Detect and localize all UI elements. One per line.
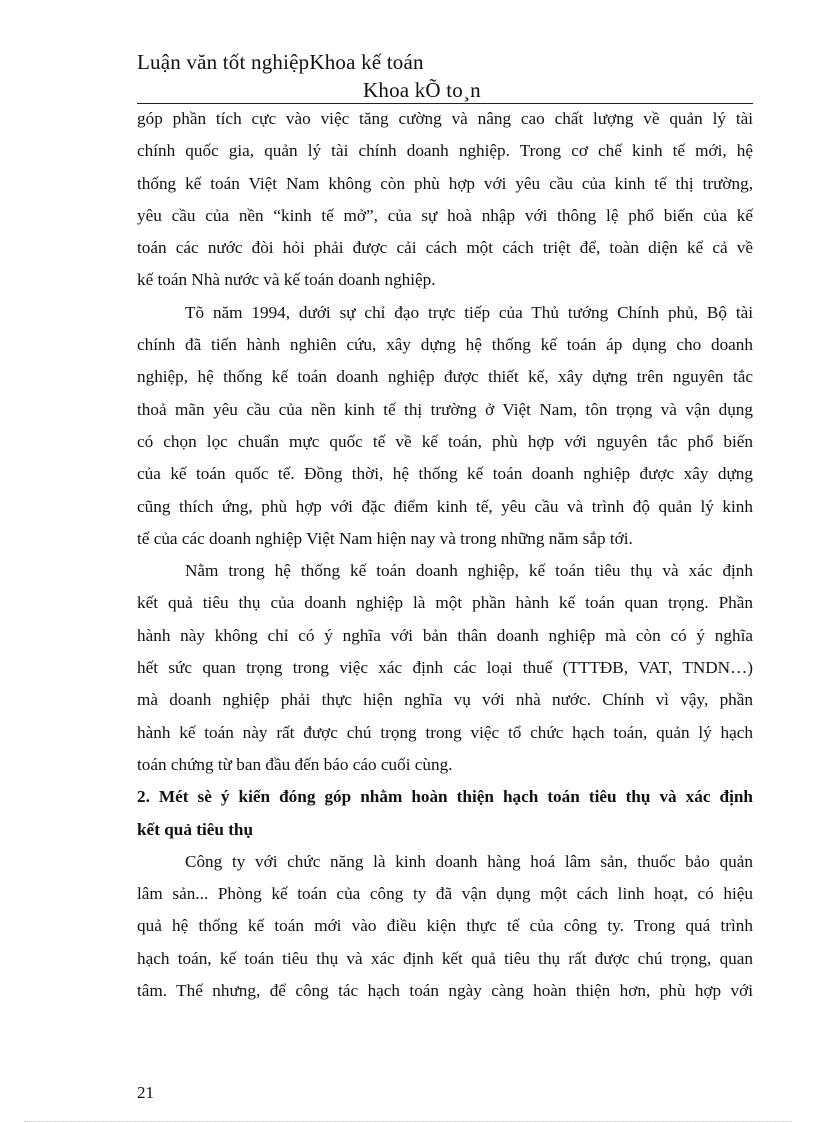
text-line: toán chứng từ ban đầu đến báo cáo cuối cùng. (137, 754, 453, 774)
text-line: hạch toán, kế toán tiêu thụ và xác định kết quả tiêu thụ rất được chú trọng, quan (137, 948, 753, 968)
paragraph-2 (137, 297, 753, 555)
text-line: yêu cầu của nền “kinh tế mở”, của sự hoà nhập với thông lệ phổ biến của kế (137, 205, 753, 225)
page-number: 21 (137, 1083, 154, 1102)
header-subtitle: Khoa kÕ to¸n (363, 78, 481, 102)
text-line: có chọn lọc chuẩn mực quốc tế về kế toán, phù hợp với nguyên tắc phổ biến (137, 431, 753, 451)
text-line: hành này không chỉ có ý nghĩa với bản thân doanh nghiệp mà còn có ý nghĩa (137, 625, 753, 645)
text-line: tâm. Thế nhưng, để công tác hạch toán ngày càng hoàn thiện hơn, phù hợp với (137, 981, 753, 1001)
text-line: toán các nước đòi hỏi phải được cải cách một cách triệt để, toàn diện kể cả về (137, 238, 753, 258)
text-line: hết sức quan trọng trong việc xác định các loại thuế (TTTĐB, VAT, TNDN…) (137, 658, 753, 678)
text-line: Nằm trong hệ thống kế toán doanh nghiệp, kế toán tiêu thụ và xác định (185, 561, 753, 581)
text-line: Công ty với chức năng là kinh doanh hàng hoá lâm sản, thuốc bảo quản (185, 851, 753, 871)
header-title: Luận văn tốt nghiệpKhoa kế toán (137, 50, 424, 74)
text-line: kết quả tiêu thụ của doanh nghiệp là một phần hành kế toán quan trọng. Phần (137, 593, 753, 613)
text-line: thống kế toán Việt Nam không còn phù hợp với yêu cầu của kinh tế thị trường, (137, 173, 753, 193)
heading-line: 2. Mét sè ý kiến đóng góp nhằm hoàn thiện hạch toán tiêu thụ và xác định (137, 787, 753, 807)
text-line: hành kế toán này rất được chú trọng trong việc tổ chức hạch toán, quản lý hạch (137, 722, 753, 742)
paragraph-3 (137, 555, 753, 781)
text-line: tế của các doanh nghiệp Việt Nam hiện nay và trong những năm sắp tới. (137, 528, 633, 548)
text-line: thoả mãn yêu cầu của nền kinh tế thị trường ở Việt Nam, tôn trọng và vận dụng (137, 399, 753, 419)
text-line: chính quốc gia, quản lý tài chính doanh nghiệp. Trong cơ chế kinh tế mới, hệ (137, 141, 753, 161)
heading-line: kết quả tiêu thụ (137, 819, 254, 839)
page-bottom-border (24, 1121, 792, 1122)
text-line: của kế toán quốc tế. Đồng thời, hệ thống kế toán doanh nghiệp được xây dựng (137, 464, 753, 484)
text-line: kế toán Nhà nước và kế toán doanh nghiệp. (137, 270, 436, 290)
text-line: quả hệ thống kế toán mới vào điều kiện thực tế của công ty. Trong quá trình (137, 916, 753, 936)
paragraph-4 (137, 846, 753, 1007)
text-line: lâm sản... Phòng kế toán của công ty đã vận dụng một cách linh hoạt, có hiệu (137, 884, 753, 904)
paragraph-1 (137, 103, 753, 297)
document-body (137, 103, 753, 1007)
text-line: chính đã tiến hành nghiên cứu, xây dựng hệ thống kế toán áp dụng cho doanh (137, 335, 753, 355)
text-line: góp phần tích cực vào việc tăng cường và nâng cao chất lượng về quản lý tài (137, 109, 753, 128)
text-line: cũng thích ứng, phù hợp với đặc điểm kinh tế, yêu cầu và trình độ quản lý kinh (137, 496, 753, 516)
text-line: mà doanh nghiệp phải thực hiện nghĩa vụ với nhà nước. Chính vì vậy, phần (137, 690, 753, 710)
text-line: nghiệp, hệ thống kế toán doanh nghiệp được thiết kế, xây dựng trên nguyên tắc (137, 367, 753, 387)
text-line: Tõ năm 1994, dưới sự chỉ đạo trực tiếp của Thủ tướng Chính phủ, Bộ tài (185, 302, 753, 322)
section-heading (137, 781, 753, 846)
